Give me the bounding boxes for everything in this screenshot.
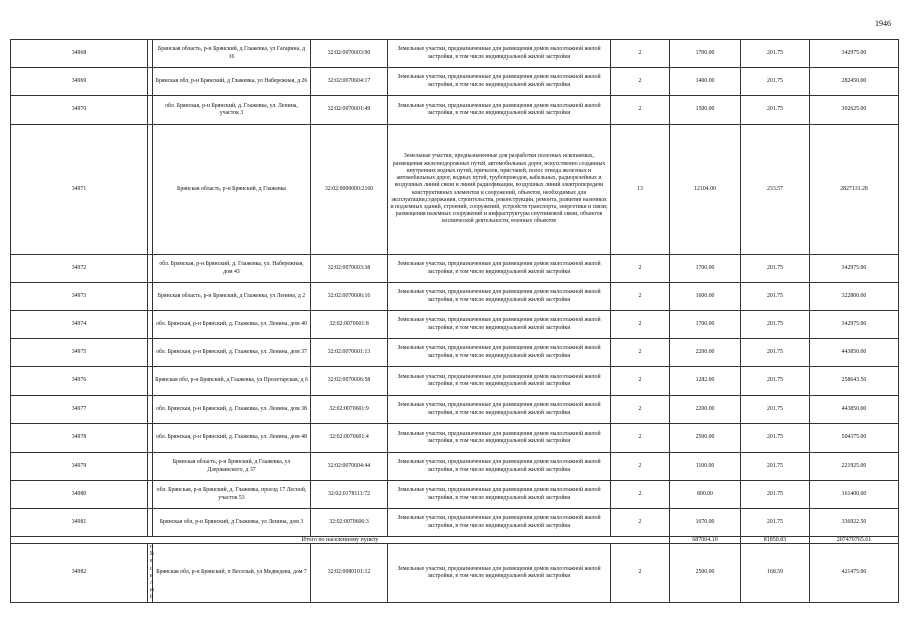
cell-cadastral-value: 342975.00 xyxy=(810,40,899,68)
cell-cadastral-number: 32:02:0080101:12 xyxy=(311,544,388,603)
cell-address: обл. Брянская, р-н Брянский, д. Глажевка, ул. Ленина, дом 38 xyxy=(153,396,311,424)
cell-address: Брянская обл, р-н Брянский, д Глажевка, ул Набережная, д 26 xyxy=(153,68,311,96)
cell-purpose: Земельные участки, предназначенные для размещения домов малоэтажной жилой застройки, в том числе индивидуальной жилой застройки xyxy=(388,283,611,311)
cell-group-code: 2 xyxy=(611,367,670,396)
cell-cadastral-value: 322800.00 xyxy=(810,283,899,311)
cell-group-code: 2 xyxy=(611,96,670,125)
cell-rate: 201.75 xyxy=(741,509,810,537)
cell-rate: 233.57 xyxy=(741,125,810,255)
cell-cadastral-number: 32:02:0000000:2160 xyxy=(311,125,388,255)
cell-group-code: 2 xyxy=(611,481,670,509)
cell-cadastral-number: 32:02:0070604:17 xyxy=(311,68,388,96)
cell-address: обл. Брянская, р-н Брянский, д. Глажевка, ул. Набережная, дом 43 xyxy=(153,255,311,283)
cell-id: 34968 xyxy=(11,40,148,68)
table-row xyxy=(11,125,899,255)
cell-group-code: 2 xyxy=(611,544,670,603)
table-row xyxy=(11,509,899,537)
cell-area: 1600.00 xyxy=(670,283,741,311)
cell-purpose: Земельные участки, предназначенные для размещения домов малоэтажной жилой застройки, в том числе индивидуальной жилой застройки xyxy=(388,509,611,537)
table-row xyxy=(11,481,899,509)
cell-purpose: Земельные участки, предназначенные для размещения домов малоэтажной жилой застройки, в том числе индивидуальной жилой застройки xyxy=(388,481,611,509)
cell-id: 34982 xyxy=(11,544,148,603)
table-row xyxy=(11,255,899,283)
cell-area: 1100.00 xyxy=(670,453,741,481)
table-row xyxy=(11,311,899,339)
cell-area: 2200.00 xyxy=(670,396,741,424)
cell-group-code: 2 xyxy=(611,424,670,453)
cell-id: 34978 xyxy=(11,424,148,453)
table-row xyxy=(11,68,899,96)
cell-address: Брянская область, р-н Брянский, д Глажевка, ул Ленина, д 2 xyxy=(153,283,311,311)
cell-id: 34981 xyxy=(11,509,148,537)
cell-purpose: Земельные участки, предназначенные для размещения домов малоэтажной жилой застройки, в том числе индивидуальной жилой застройки xyxy=(388,544,611,603)
page-number: 1946 xyxy=(875,19,891,28)
table-row xyxy=(11,339,899,367)
cell-rate: 201.75 xyxy=(741,367,810,396)
cell-id: 34979 xyxy=(11,453,148,481)
cell-purpose: Земельные участки, предназначенные для разработки полезных ископаемых, размещения железнодорожных путей, автомобильных дорог, искусственно созданных внутренних водных путей, причалов, пристаней, полос отвода железных и автомобильных дорог, водных путей, трубопроводов, кабельных, радиорелейных и воздушных линий связи и линий радиофикации, воздушных линий электропередачи конструктивных элементов и сооружений, объектов, необходимых для эксплуатации,содержания, строительства, реконструкции, ремонта, развития наземных и подземных зданий, строений, сооружений, устройств транспорта, энергетики и связи; размещения наземных сооружений и инфраструктуры спутниковой связи, объектов космической деятельности, военных объектов xyxy=(388,125,611,255)
table-row xyxy=(11,396,899,424)
cell-cadastral-value: 342975.00 xyxy=(810,311,899,339)
cell-address: Брянская область, р-н Брянский, д Глажевка, ул Дзержинского, д 37 xyxy=(153,453,311,481)
cell-cadastral-number: 32:02:0070601:4 xyxy=(311,424,388,453)
total-value: 207470765.61 xyxy=(810,537,899,544)
cell-cadastral-value: 421475.00 xyxy=(810,544,899,603)
cell-cadastral-number: 32:02:0070601:49 xyxy=(311,96,388,125)
total-rate: 81850.83 xyxy=(741,537,810,544)
cell-cadastral-value: 336922.50 xyxy=(810,509,899,537)
cell-cadastral-value: 258643.50 xyxy=(810,367,899,396)
cell-purpose: Земельные участки, предназначенные для размещения домов малоэтажной жилой застройки, в том числе индивидуальной жилой застройки xyxy=(388,424,611,453)
table-row xyxy=(11,424,899,453)
cell-address: Брянская обл, р-н Брянский, п Веселый, ул Медведева, дом 7 xyxy=(153,544,311,603)
cell-purpose: Земельные участки, предназначенные для размещения домов малоэтажной жилой застройки, в том числе индивидуальной жилой застройки xyxy=(388,311,611,339)
cell-purpose: Земельные участки, предназначенные для размещения домов малоэтажной жилой застройки, в том числе индивидуальной жилой застройки xyxy=(388,339,611,367)
cell-address: обл. Брянская, р-н Брянский, д. Глажевка, ул. Ленина, участок 3 xyxy=(153,96,311,125)
cell-rate: 201.75 xyxy=(741,255,810,283)
cell-address: обл. Брянская, р-н Брянский, д. Глажевка, ул. Ленина, дом 48 xyxy=(153,424,311,453)
cell-cadastral-value: 2827131.28 xyxy=(810,125,899,255)
cell-rate: 201.75 xyxy=(741,396,810,424)
cell-purpose: Земельные участки, предназначенные для размещения домов малоэтажной жилой застройки, в том числе индивидуальной жилой застройки xyxy=(388,255,611,283)
cell-address: обл. Брянская, р-н Брянский, д. Глажевка, ул. Ленина, дом 40 xyxy=(153,311,311,339)
cell-cadastral-value: 443850.00 xyxy=(810,339,899,367)
table-row xyxy=(11,544,899,603)
table-row xyxy=(11,367,899,396)
cell-cadastral-value: 282450.00 xyxy=(810,68,899,96)
cell-area: 2500.00 xyxy=(670,424,741,453)
cell-cadastral-value: 221925.00 xyxy=(810,453,899,481)
cell-area: 2500.00 xyxy=(670,544,741,603)
cell-area: 800.00 xyxy=(670,481,741,509)
cell-group-code: 2 xyxy=(611,509,670,537)
cell-address: обл. Брянская, р-н Брянский, д. Глажевка, проезд 17 Лесной, участок 53 xyxy=(153,481,311,509)
cell-id: 34976 xyxy=(11,367,148,396)
table-row xyxy=(11,40,899,68)
cell-cadastral-value: 504375.00 xyxy=(810,424,899,453)
cell-area: 12104.00 xyxy=(670,125,741,255)
table-body xyxy=(11,40,899,603)
cell-rate: 201.75 xyxy=(741,40,810,68)
table-row xyxy=(11,283,899,311)
cell-id: 34974 xyxy=(11,311,148,339)
cell-rate: 201.75 xyxy=(741,68,810,96)
cell-rate: 201.75 xyxy=(741,96,810,125)
cell-cadastral-number: 32:02:0070603:38 xyxy=(311,255,388,283)
cell-cadastral-number: 32:02:0070603:90 xyxy=(311,40,388,68)
cell-cadastral-number: 32:02:0070601:9 xyxy=(311,396,388,424)
cell-cadastral-value: 342975.00 xyxy=(810,255,899,283)
cell-area: 1400.00 xyxy=(670,68,741,96)
cell-id: 34969 xyxy=(11,68,148,96)
cell-address: Брянская область, р-н Брянский, д Глажевка, ул Гагарина, д 16 xyxy=(153,40,311,68)
cell-purpose: Земельные участки, предназначенные для размещения домов малоэтажной жилой застройки, в том числе индивидуальной жилой застройки xyxy=(388,96,611,125)
cell-id: 34973 xyxy=(11,283,148,311)
cell-group-code: 2 xyxy=(611,255,670,283)
cell-area: 1700.00 xyxy=(670,40,741,68)
cell-id: 34975 xyxy=(11,339,148,367)
cell-group-code: 2 xyxy=(611,453,670,481)
cell-address: Брянская обл, р-н Брянский, д Глажевка, ул Ленина, дом 3 xyxy=(153,509,311,537)
land-plot-register-table xyxy=(10,39,899,603)
cell-group-code: 2 xyxy=(611,396,670,424)
cell-address: обл. Брянская, р-н Брянский, д. Глажевка, ул. Ленина, дом 37 xyxy=(153,339,311,367)
cell-cadastral-value: 443850.00 xyxy=(810,396,899,424)
cell-group-code: 2 xyxy=(611,339,670,367)
cell-locality: п Веселый xyxy=(148,544,153,603)
cell-rate: 168.59 xyxy=(741,544,810,603)
cell-cadastral-number: 32:02:0070604:44 xyxy=(311,453,388,481)
cell-rate: 201.75 xyxy=(741,283,810,311)
cell-id: 34977 xyxy=(11,396,148,424)
cell-address: Брянская область, р-н Брянский, д Глажевка xyxy=(153,125,311,255)
cell-cadastral-value: 161400.00 xyxy=(810,481,899,509)
cell-area: 1700.00 xyxy=(670,255,741,283)
cell-area: 2200.00 xyxy=(670,339,741,367)
cell-id: 34972 xyxy=(11,255,148,283)
total-label: Итого по населенному пункту xyxy=(11,537,670,544)
cell-rate: 201.75 xyxy=(741,339,810,367)
table-row xyxy=(11,96,899,125)
cell-rate: 201.75 xyxy=(741,424,810,453)
total-area: 687004.10 xyxy=(670,537,741,544)
cell-rate: 201.75 xyxy=(741,311,810,339)
cell-cadastral-number: 32:02:0178111:72 xyxy=(311,481,388,509)
cell-area: 1700.00 xyxy=(670,311,741,339)
cell-rate: 201.75 xyxy=(741,453,810,481)
cell-purpose: Земельные участки, предназначенные для размещения домов малоэтажной жилой застройки, в том числе индивидуальной жилой застройки xyxy=(388,453,611,481)
cell-id: 34980 xyxy=(11,481,148,509)
cell-cadastral-number: 32:02:0070601:8 xyxy=(311,311,388,339)
cell-group-code: 13 xyxy=(611,125,670,255)
cell-group-code: 2 xyxy=(611,40,670,68)
cell-id: 34970 xyxy=(11,96,148,125)
cell-purpose: Земельные участки, предназначенные для размещения домов малоэтажной жилой застройки, в том числе индивидуальной жилой застройки xyxy=(388,367,611,396)
cell-area: 1282.00 xyxy=(670,367,741,396)
cell-area: 1500.00 xyxy=(670,96,741,125)
cell-cadastral-value: 302625.00 xyxy=(810,96,899,125)
cell-area: 1670.00 xyxy=(670,509,741,537)
cell-purpose: Земельные участки, предназначенные для размещения домов малоэтажной жилой застройки, в том числе индивидуальной жилой застройки xyxy=(388,396,611,424)
cell-cadastral-number: 32:02:0070601:13 xyxy=(311,339,388,367)
cell-purpose: Земельные участки, предназначенные для размещения домов малоэтажной жилой застройки, в том числе индивидуальной жилой застройки xyxy=(388,40,611,68)
cell-address: Брянская обл, р-н Брянский, д Глажевка, ул Пролетарская, д 6 xyxy=(153,367,311,396)
total-row xyxy=(11,537,899,544)
table-row xyxy=(11,453,899,481)
cell-group-code: 2 xyxy=(611,283,670,311)
cell-rate: 201.75 xyxy=(741,481,810,509)
cell-purpose: Земельные участки, предназначенные для размещения домов малоэтажной жилой застройки, в том числе индивидуальной жилой застройки xyxy=(388,68,611,96)
cell-cadastral-number: 32:02:0070606:16 xyxy=(311,283,388,311)
cell-cadastral-number: 32:02:0070606:58 xyxy=(311,367,388,396)
cell-group-code: 2 xyxy=(611,311,670,339)
cell-id: 34971 xyxy=(11,125,148,255)
cell-group-code: 2 xyxy=(611,68,670,96)
cell-cadastral-number: 32:02:0070606:3 xyxy=(311,509,388,537)
